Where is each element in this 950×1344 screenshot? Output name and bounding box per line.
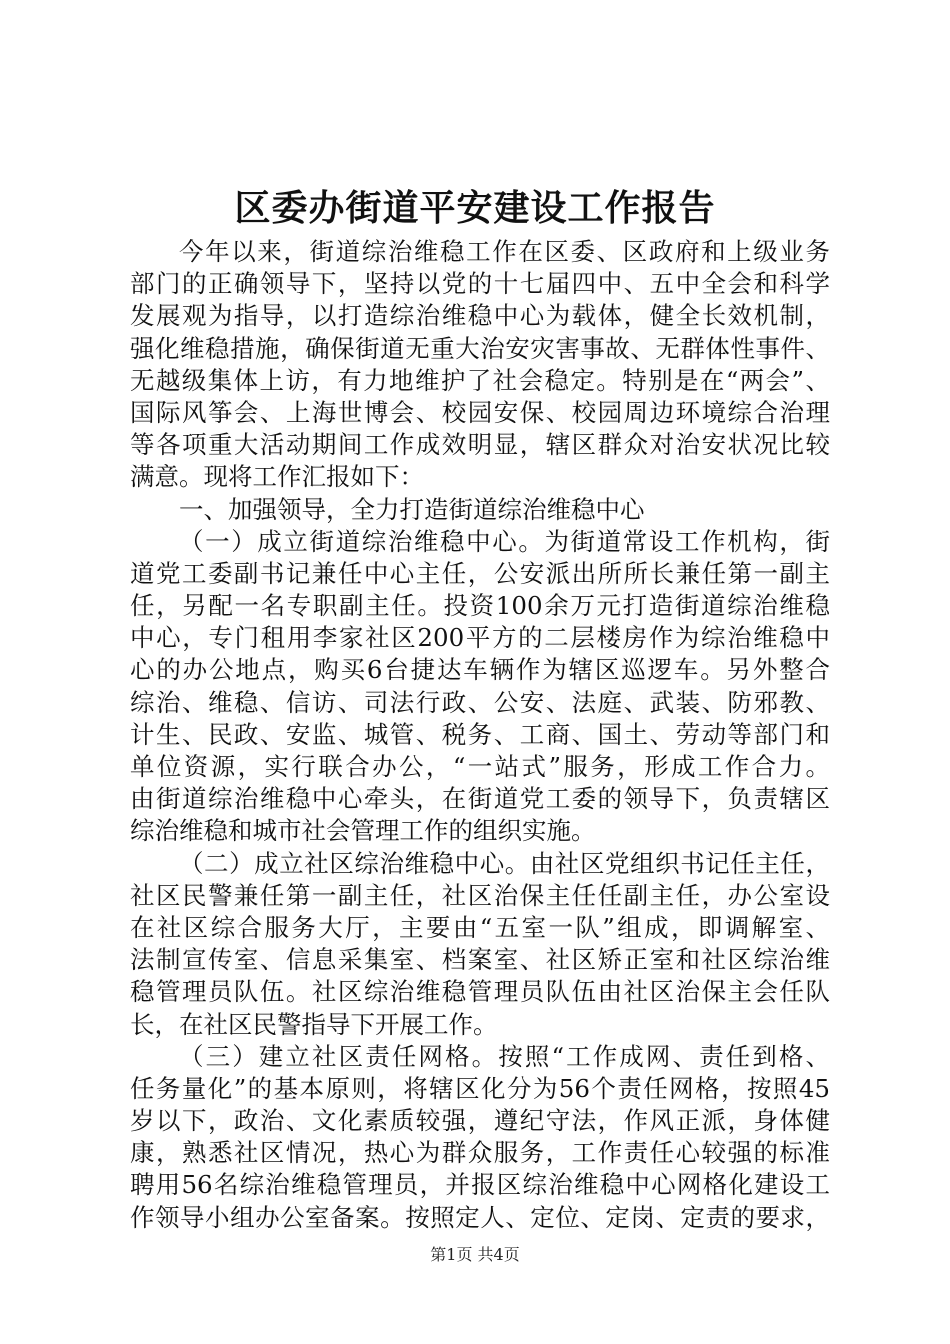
body-line: 社区民警兼任第一副主任，社区治保主任任副主任，办公室设 [130,880,830,910]
body-line: 任务量化”的基本原则，将辖区化分为56个责任网格，按照45 [130,1073,830,1103]
body-line: 国际风筝会、上海世博会、校园安保、校园周边环境综合治理 [130,397,830,427]
body-line: 综治、维稳、信访、司法行政、公安、法庭、武装、防邪教、 [130,687,830,717]
body-line: 部门的正确领导下，坚持以党的十七届四中、五中全会和科学 [130,269,830,299]
body-line: 作领导小组办公室备案。按照定人、定位、定岗、定责的要求， [130,1202,830,1232]
document-body [130,236,830,1234]
body-line: （三）建立社区责任网格。按照“工作成网、责任到格、 [179,1041,830,1071]
body-line: 聘用56名综治维稳管理员，并报区综治维稳中心网格化建设工 [130,1170,830,1200]
body-line: 今年以来，街道综治维稳工作在区委、区政府和上级业务 [179,237,830,266]
body-line: 满意。现将工作汇报如下： [130,462,424,492]
body-line: 岁以下，政治、文化素质较强，遵纪守法，作风正派，身体健 [130,1106,830,1136]
body-line: 强化维稳措施，确保街道无重大治安灾害事故、无群体性事件、 [130,333,830,363]
body-line: 无越级集体上访，有力地维护了社会稳定。特别是在“两会”、 [130,365,830,395]
body-line: 任，另配一名专职副主任。投资100余万元打造街道综治维稳 [130,591,830,621]
body-line: 等各项重大活动期间工作成效明显，辖区群众对治安状况比较 [130,430,830,460]
body-line: （二）成立社区综治维稳中心。由社区党组织书记任主任， [179,848,830,878]
body-line: 稳管理员队伍。社区综治维稳管理员队伍由社区治保主会任队 [130,977,830,1007]
document-title: 区委办街道平安建设工作报告 [234,187,716,229]
body-line: （一）成立街道综治维稳中心。为街道常设工作机构，街 [179,526,830,556]
body-line: 中心，专门租用李家社区200平方的二层楼房作为综治维稳中 [130,623,830,653]
body-line: 长，在社区民警指导下开展工作。 [130,1009,498,1039]
body-line: 单位资源，实行联合办公，“一站式”服务，形成工作合力。 [130,752,830,781]
body-line: 综治维稳和城市社会管理工作的组织实施。 [130,816,596,846]
body-line: 计生、民政、安监、城管、税务、工商、国土、劳动等部门和 [130,719,830,749]
body-line: 发展观为指导，以打造综治维稳中心为载体，健全长效机制， [130,301,830,331]
body-line: 一、加强领导，全力打造街道综治维稳中心 [179,494,645,524]
body-line: 由街道综治维稳中心牵头，在街道党工委的领导下，负责辖区 [130,784,830,814]
body-line: 在社区综合服务大厅，主要由“五室一队”组成，即调解室、 [130,912,830,942]
body-line: 道党工委副书记兼任中心主任，公安派出所所长兼任第一副主 [130,558,830,588]
body-line: 心的办公地点，购买6台捷达车辆作为辖区巡逻车。另外整合 [130,655,830,685]
body-line: 康，熟悉社区情况，热心为群众服务，工作责任心较强的标准 [130,1138,830,1168]
page-footer: 第1页 共4页 [430,1245,520,1264]
body-line: 法制宣传室、信息采集室、档案室、社区矫正室和社区综治维 [130,945,830,975]
